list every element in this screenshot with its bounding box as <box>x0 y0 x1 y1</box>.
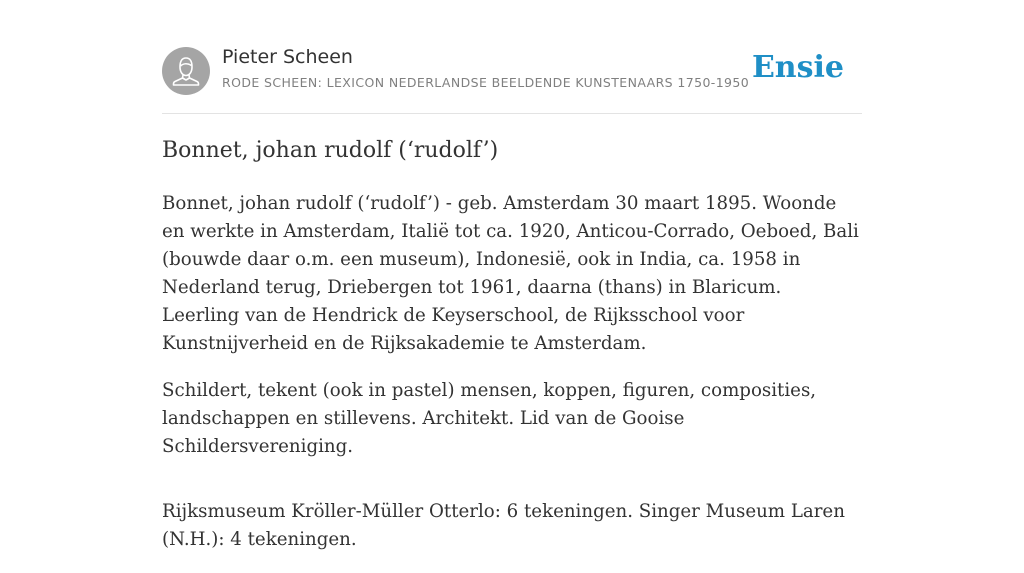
brand-logo[interactable]: Ensie <box>751 50 844 85</box>
article-title: Bonnet, johan rudolf (‘rudolf’) <box>162 138 499 163</box>
article-paragraph: Schildert, tekent (ook in pastel) mensen, koppen, figuren, composities, landschappen en stillevens. Architekt. Lid van de Gooise Schildersvereniging. <box>162 380 817 457</box>
article-body <box>162 190 862 573</box>
user-icon <box>162 47 210 95</box>
author-name-link[interactable]: Pieter Scheen <box>222 46 353 68</box>
article-paragraph: Bonnet, johan rudolf (‘rudolf’) - geb. Amsterdam 30 maart 1895. Woonde en werkte in Amsterdam, Italië tot ca. 1920, Anticou-Corrado, Oeboed, Bali (bouwde daar o.m. een museum), Indonesië, ook in India, ca. 1958 in Nederland terug, Driebergen tot 1961, daarna (thans) in Blaricum. Leerling van de Hendrick de Keyserschool, de Rijksschool voor Kunstnijverheid en de Rijksakademie te Amsterdam. <box>162 193 859 354</box>
page-header <box>162 44 862 100</box>
header-divider <box>162 113 862 114</box>
source-title[interactable]: RODE SCHEEN: LEXICON NEDERLANDSE BEELDENDE KUNSTENAARS 1750-1950 <box>222 75 750 90</box>
article-paragraph: Rijksmuseum Kröller-Müller Otterlo: 6 tekeningen. Singer Museum Laren (N.H.): 4 tekeningen. <box>162 501 845 550</box>
author-avatar[interactable] <box>162 47 210 95</box>
